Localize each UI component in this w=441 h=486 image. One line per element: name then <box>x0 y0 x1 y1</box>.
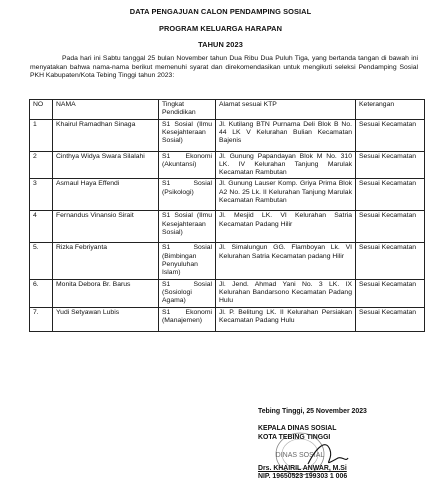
cell-keterangan: Sesuai Kecamatan <box>356 279 425 307</box>
cell-nama: Fernandus Vinansio Sirait <box>53 211 159 243</box>
cell-nama: Khairul Ramadhan Sinaga <box>53 119 159 151</box>
cell-nama: Monita Debora Br. Barus <box>53 279 159 307</box>
cell-no: 4 <box>30 211 53 243</box>
table-row <box>30 179 425 211</box>
cell-alamat: Jl. Kutilang BTN Purnama Deli Blok B No. 44 LK V Kelurahan Bulian Kecamatan Bajenis <box>216 119 356 151</box>
table-row <box>30 279 425 307</box>
cell-no: 3 <box>30 179 53 211</box>
cell-pendidikan: S1 Sosial (Ilmu Kesejahteraan Sosial) <box>159 211 216 243</box>
cell-pendidikan: S1 Sosial (Bimbingan Penyuluhan Islam) <box>159 243 216 279</box>
cell-alamat: Jl. Gunung Papandayan Blok M No. 310 LK. IV Kelurahan Tanjung Marulak Kecamatan Rambutan <box>216 151 356 179</box>
header-no: NO <box>30 100 53 120</box>
cell-keterangan: Sesuai Kecamatan <box>356 179 425 211</box>
cell-keterangan: Sesuai Kecamatan <box>356 119 425 151</box>
cell-pendidikan: S1 Sosial (Psikologi) <box>159 179 216 211</box>
table-row <box>30 211 425 243</box>
cell-alamat: Jl. Mesjid LK. VI Kelurahan Satria Kecamatan Padang Hilir <box>216 211 356 243</box>
place-date: Tebing Tinggi, 25 November 2023 <box>258 408 367 415</box>
table-row <box>30 151 425 179</box>
cell-keterangan: Sesuai Kecamatan <box>356 151 425 179</box>
intro-paragraph <box>30 55 418 81</box>
candidate-table <box>29 99 425 332</box>
header-alamat: Alamat sesuai KTP <box>216 100 356 120</box>
cell-nama: Asmaul Haya Effendi <box>53 179 159 211</box>
header-keterangan: Keterangan <box>356 100 425 120</box>
cell-no: 7. <box>30 307 53 331</box>
header-nama: NAMA <box>53 100 159 120</box>
cell-keterangan: Sesuai Kecamatan <box>356 243 425 279</box>
table-row <box>30 243 425 279</box>
cell-pendidikan: S1 Ekonomi (Akuntansi) <box>159 151 216 179</box>
handwritten-signature <box>308 445 348 464</box>
cell-pendidikan: S1 Ekonomi (Manajemen) <box>159 307 216 331</box>
stamp-text: DINAS SOSIAL <box>275 452 325 459</box>
cell-nama: Cinthya Widya Swara Silalahi <box>53 151 159 179</box>
cell-pendidikan: S1 Sosial (Sosiologi Agama) <box>159 279 216 307</box>
signatory-nip: NIP. 19650523 199303 1 006 <box>258 473 348 481</box>
table-header-row <box>30 100 425 120</box>
cell-no: 2 <box>30 151 53 179</box>
cell-pendidikan: S1 Sosial (Ilmu Kesejahteraan Sosial) <box>159 119 216 151</box>
cell-keterangan: Sesuai Kecamatan <box>356 211 425 243</box>
cell-no: 5. <box>30 243 53 279</box>
table-row <box>30 119 425 151</box>
cell-keterangan: Sesuai Kecamatan <box>356 307 425 331</box>
cell-no: 6. <box>30 279 53 307</box>
cell-alamat: Jl. Jend. Ahmad Yani No. 3 LK. IX Kelurahan Bandarsono Kecamatan Padang Hulu <box>216 279 356 307</box>
signatory-name: Drs. KHAIRIL ANWAR, M.Si <box>258 465 347 472</box>
office-line-2: KOTA TEBING TINGGI <box>258 433 331 441</box>
cell-alamat: Jl. Gunung Lauser Komp. Griya Prima Blok A2 No. 25 Lk. II Kelurahan Tanjung Marulak Kecamatan Rambutan <box>216 179 356 211</box>
header-pendidikan: Tingkat Pendidikan <box>159 100 216 120</box>
cell-nama: Rizka Febriyanta <box>53 243 159 279</box>
program-title: PROGRAM KELUARGA HARAPAN <box>158 24 283 33</box>
office-line-1: KEPALA DINAS SOSIAL <box>258 425 337 432</box>
cell-alamat: Jl. P. Belitung LK. II Kelurahan Persiakan Kecamatan Padang Hulu <box>216 307 356 331</box>
table-row <box>30 307 425 331</box>
cell-nama: Yudi Setyawan Lubis <box>53 307 159 331</box>
document-title: DATA PENGAJUAN CALON PENDAMPING SOSIAL <box>129 7 312 16</box>
signatory-block <box>258 465 347 482</box>
cell-alamat: Jl. Simalungun GG. Flamboyan Lk. VI Kelurahan Satria Kecamatan padang Hilir <box>216 243 356 279</box>
year-title: TAHUN 2023 <box>198 40 243 49</box>
intro-text: Pada hari ini Sabtu tanggal 25 bulan November tahun Dua Ribu Dua Puluh Tiga, yang bertanda tangan di bawah ini menyatakan bahwa nama-nama berikut memenuhi syarat dan direkomendasikan untuk mengikuti seleksi Pendamping Sosial PKH Kabupaten/Kota Tebing Tinggi tahun 2023: <box>30 55 418 80</box>
cell-no: 1 <box>30 119 53 151</box>
